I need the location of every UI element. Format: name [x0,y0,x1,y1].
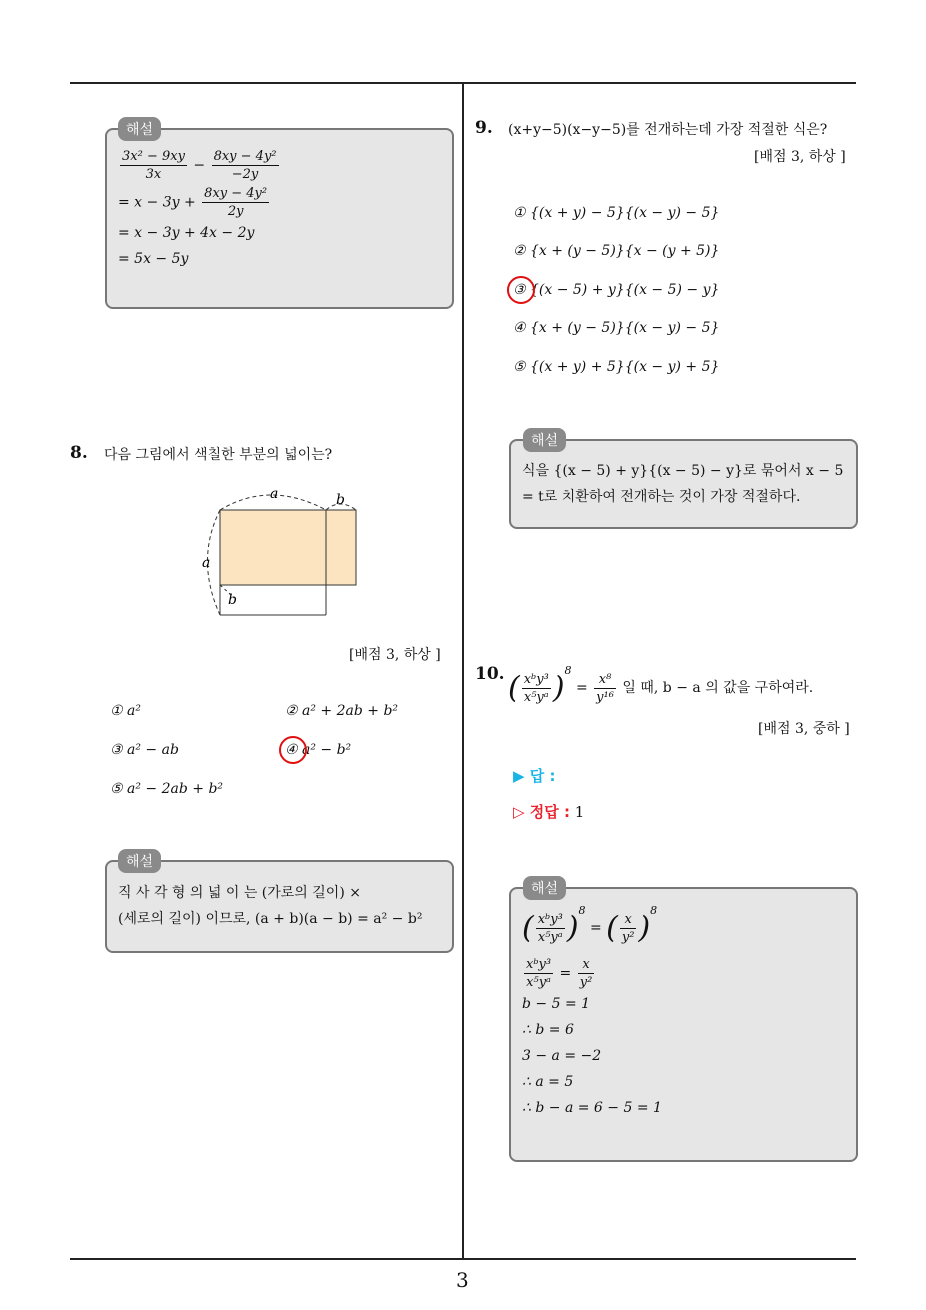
q8-answer-circle [279,736,307,764]
q7-solution-tag: 해설 [118,117,161,141]
q10-sol-line2: $\frac{\text{xᵇy³}}{\text{x⁵yᵃ}}$ = $\frac{x}{\text{y²}}$ [526,956,593,990]
q7-frac1: $\frac{\text{3x² − 9xy}}{3x}$ [122,149,185,182]
q10-correct-row [513,801,584,822]
q8-solution-tag: 해설 [118,849,161,873]
q8-sol-line2: (세로의 길이) 이므로, (a + b)(a − b) = a² − b² [118,911,423,927]
label-b-bottom: b [228,592,237,608]
q9-choice-2[interactable]: ② {x + (y − 5)}{x − (y + 5)} [513,243,720,259]
q9-sol-line1: 식을 {(x − 5) + y}{(x − 5) − y}로 묶어서 x − 5 [522,463,844,479]
q8-figure [190,480,370,620]
q8-number: 8. [70,443,88,463]
label-a-top: a [270,486,279,502]
q10-sol-line3: b − 5 = 1 [522,995,591,1012]
q9-sol-line2: = t로 치환하여 전개하는 것이 가장 적절하다. [522,489,801,505]
q10-solution-body [522,904,662,1121]
q8-question: 다음 그림에서 색칠한 부분의 넓이는? [104,447,333,463]
q9-choice-1[interactable]: ① {(x + y) − 5}{(x − y) − 5} [513,205,720,221]
q10-correct-value: 1 [574,803,585,821]
bottom-rule [70,1258,856,1260]
q10-number: 10. [475,664,505,684]
q7-sol-line3: = x − 3y + 4x − 2y [118,225,255,241]
q9-question: (x+y−5)(x−y−5)를 전개하는데 가장 적절한 식은? [508,122,828,138]
q9-choice-3[interactable]: ③ {(x − 5) + y}{(x − 5) − y} [513,282,720,298]
q10-question: ( $\frac{\text{xᵇy³}}{\text{x⁵yᵃ}}$ )$^8$ = $\frac{\text{x⁸}}{\text{y¹⁶}}$ 일 때, b − a 의 값을 구하여라. [508,664,814,706]
q7-frac2: $\frac{\text{8xy − 4y²}}{-2y}$ [213,149,277,182]
q9-solution-tag: 해설 [523,428,566,452]
q7-sol-line4: = 5x − 5y [118,251,189,267]
q10-solution-tag: 해설 [523,876,566,900]
q10-correct-label: ▷ 정답 : [513,803,570,821]
q10-sol-line6: ∴ a = 5 [522,1073,574,1090]
column-divider [462,84,464,1259]
q7-sol-line2: = x − 3y + $\frac{\text{8xy − 4y²}}{2y}$ [118,186,268,219]
q9-meta: [배점 3, 하상 ] [754,149,846,165]
q8-choice-1[interactable]: ① a² [110,703,141,719]
label-a-left: a [202,555,211,571]
page-number: 3 [456,1268,469,1292]
q8-meta: [배점 3, 하상 ] [349,647,441,663]
q9-number: 9. [475,118,493,138]
q7-sol-line1: $\frac{\text{3x² − 9xy}}{3x}$ − $\frac{\text{8xy − 4y²}}{-2y}$ [122,149,277,182]
q7-frac3: $\frac{\text{8xy − 4y²}}{2y}$ [204,186,268,219]
q10-sol-line7: ∴ b − a = 6 − 5 = 1 [522,1099,662,1116]
q8-sol-line1: 직 사 각 형 의 넓 이 는 (가로의 길이) × [118,885,361,901]
q10-frac: $\frac{\text{xᵇy³}}{\text{x⁵yᵃ}}$ [523,671,549,705]
q8-choice-2[interactable]: ② a² + 2ab + b² [285,703,399,719]
q10-sol-line5: 3 − a = −2 [522,1047,602,1064]
q9-choice-5[interactable]: ⑤ {(x + y) + 5}{(x − y) + 5} [513,359,720,375]
q10-rhs-frac: $\frac{\text{x⁸}}{\text{y¹⁶}}$ [596,671,614,705]
shaded-rectangle [220,510,356,585]
q10-sol-line1: ( $\frac{\text{xᵇy³}}{\text{x⁵yᵃ}}$ )$^8$ = ( $\frac{x}{\text{y²}}$ )$^8$ [522,904,658,946]
q9-choice-4[interactable]: ④ {x + (y − 5)}{(x − y) − 5} [513,320,720,336]
q10-sol-line4: ∴ b = 6 [522,1021,574,1038]
q8-choice-5[interactable]: ⑤ a² − 2ab + b² [110,781,224,797]
q8-choice-3[interactable]: ③ a² − ab [110,742,179,758]
q7-solution-body [118,148,281,272]
q9-answer-circle [507,276,535,304]
q10-answer-label: ▶ 답 : [513,767,556,785]
label-b-top: b [336,492,345,508]
q10-meta: [배점 3, 중하 ] [758,721,850,737]
q8-choice-4[interactable]: ④ a² − b² [285,742,352,758]
